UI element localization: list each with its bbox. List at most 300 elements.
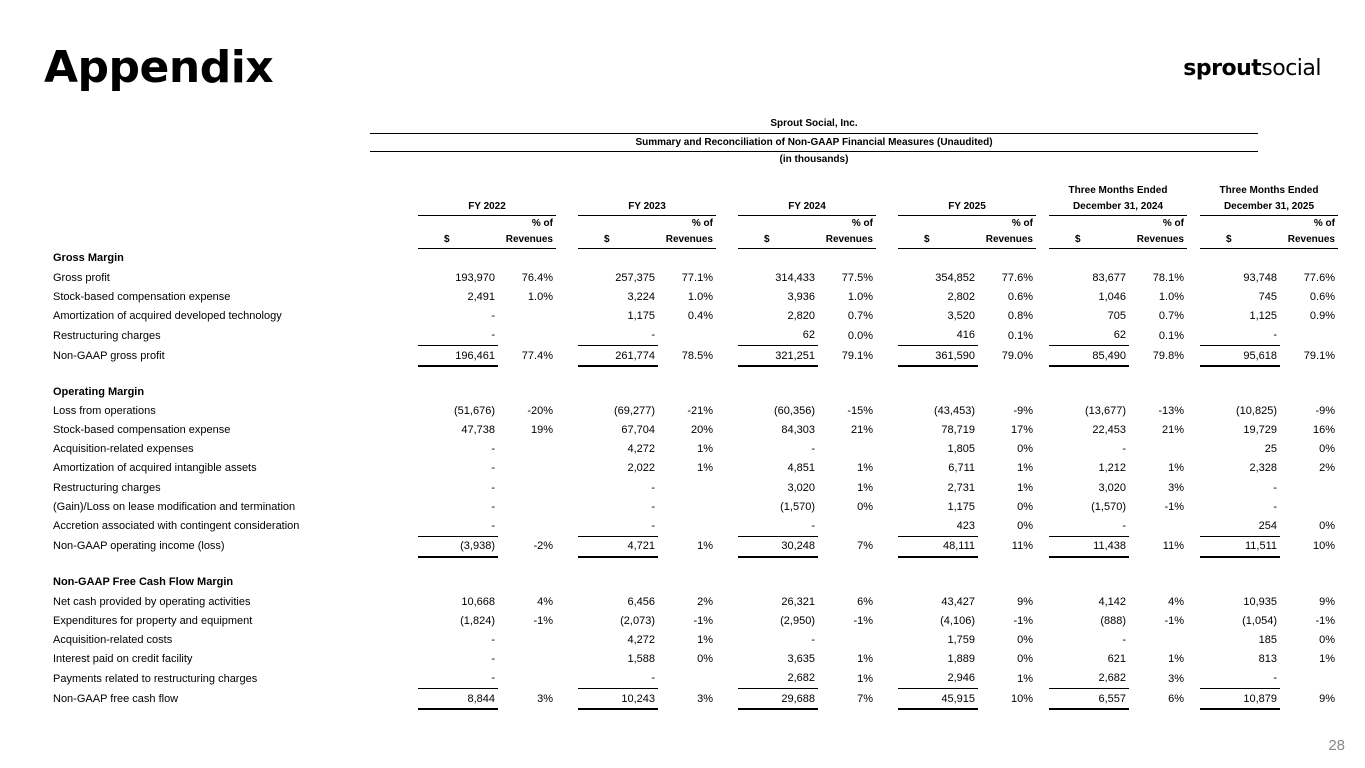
value-pct-revenue [1280, 326, 1338, 346]
spacer-cell [418, 183, 556, 199]
pct-header-line2: Revenues [1280, 232, 1338, 249]
spacer-cell [1187, 326, 1200, 346]
value-pct-revenue: 79.1% [841, 349, 873, 362]
value-pct-revenue: 3% [1168, 481, 1184, 494]
row-label: Amortization of acquired intangible assets [53, 462, 257, 475]
value-pct-revenue: 6% [1168, 692, 1184, 705]
spacer-cell [876, 199, 898, 216]
value-pct-revenue: 4% [537, 595, 553, 608]
value-dollars: (1,570) [1091, 500, 1126, 513]
table-row [48, 592, 1338, 611]
value-dollars: 19,729 [1243, 424, 1277, 437]
value-dollars: 4,272 [627, 443, 655, 456]
value-pct-revenue: 0% [857, 500, 873, 513]
sprout-social-logo [1183, 56, 1321, 81]
value-dollars: 62 [1113, 329, 1126, 342]
value-dollars: 10,668 [461, 595, 495, 608]
value-dollars: 2,022 [627, 462, 655, 475]
spacer-cell [1036, 478, 1049, 497]
pct-header-line1: % of [1313, 218, 1335, 229]
value-dollars: - [651, 329, 655, 342]
table-row [48, 401, 1338, 420]
dollar-header: $ [1049, 232, 1129, 249]
spacer-cell [1036, 421, 1049, 440]
spacer-cell [1036, 630, 1049, 649]
value-pct-revenue: 16% [1312, 424, 1335, 437]
value-pct-revenue: -9% [1315, 404, 1335, 417]
value-dollars: 3,936 [787, 290, 815, 303]
spacer-cell [556, 630, 578, 649]
spacer-cell [876, 497, 898, 516]
spacer-cell [716, 183, 738, 199]
spacer-cell [1187, 401, 1200, 420]
value-dollars: 6,711 [948, 462, 975, 475]
value-pct-revenue: -1% [693, 614, 713, 627]
spacer-cell [716, 345, 738, 366]
value-dollars: - [1273, 481, 1277, 494]
spacer-cell [1036, 326, 1049, 346]
value-pct-revenue: 10% [1010, 692, 1033, 705]
value-dollars: 95,618 [1200, 345, 1280, 366]
spacer-cell [898, 216, 978, 233]
table-row [48, 516, 1338, 536]
value-dollars: 4,272 [627, 633, 655, 646]
value-pct-revenue: -15% [847, 404, 873, 417]
value-dollars: - [651, 481, 655, 494]
value-dollars: 62 [802, 329, 815, 342]
spacer-cell [48, 216, 418, 233]
row-label: Non-GAAP free cash flow [53, 692, 179, 705]
spacer-cell [1187, 611, 1200, 630]
value-pct-revenue [498, 326, 556, 346]
value-pct-revenue: 0.4% [687, 310, 713, 323]
row-label: Gross profit [53, 271, 110, 284]
value-dollars: - [651, 672, 655, 685]
spacer-cell [1036, 440, 1049, 459]
spacer-cell [556, 669, 578, 689]
value-pct-revenue: 2% [1319, 462, 1335, 475]
spacer-cell [716, 307, 738, 326]
spacer-cell [876, 536, 898, 557]
value-pct-revenue: 0% [1017, 500, 1033, 513]
pct-header-line2: Revenues [658, 232, 716, 249]
value-dollars: 2,946 [947, 672, 975, 685]
row-label: Restructuring charges [53, 481, 161, 494]
value-dollars: 354,852 [935, 271, 975, 284]
row-label: (Gain)/Loss on lease modification and termination [53, 500, 296, 513]
spacer-cell [716, 232, 738, 249]
value-dollars: 8,844 [418, 688, 498, 709]
spacer-cell [876, 268, 898, 287]
value-dollars: 314,433 [775, 271, 815, 284]
period-header: December 31, 2024 [1049, 199, 1187, 216]
value-dollars: 3,520 [947, 310, 975, 323]
header-row-periods [48, 199, 1338, 216]
dollar-header: $ [578, 232, 658, 249]
pct-header-line2: Revenues [818, 232, 876, 249]
spacer-cell [716, 478, 738, 497]
value-dollars: 261,774 [578, 345, 658, 366]
value-pct-revenue [818, 440, 876, 459]
spacer-cell [48, 557, 1338, 573]
row-label: Non-GAAP gross profit [53, 349, 165, 362]
report-rule-middle [370, 151, 1258, 152]
spacer-cell [716, 669, 738, 689]
spacer-cell [1187, 688, 1200, 709]
value-pct-revenue: 0.1% [1007, 329, 1033, 342]
spacer-cell [1187, 199, 1200, 216]
row-label: Stock-based compensation expense [53, 290, 231, 303]
spacer-cell [716, 326, 738, 346]
spacer-cell [1187, 650, 1200, 669]
value-dollars: 3,224 [627, 290, 655, 303]
value-pct-revenue [498, 478, 556, 497]
value-pct-revenue [498, 459, 556, 478]
spacer-cell [1036, 592, 1049, 611]
table-body [48, 183, 1338, 709]
value-dollars: (2,950) [780, 614, 815, 627]
value-pct-revenue [1129, 516, 1187, 536]
value-pct-revenue [658, 669, 716, 689]
value-pct-revenue: 19% [530, 424, 553, 437]
value-dollars: - [651, 500, 655, 513]
pct-header-line1: % of [531, 218, 553, 229]
section-spacer-row [48, 557, 1338, 573]
spacer-cell [1187, 459, 1200, 478]
value-pct-revenue: 21% [1161, 424, 1184, 437]
spacer-cell [556, 516, 578, 536]
spacer-cell [1187, 478, 1200, 497]
spacer-cell [1036, 650, 1049, 669]
spacer-cell [418, 216, 498, 233]
value-dollars: - [491, 653, 495, 666]
value-pct-revenue: -20% [527, 404, 553, 417]
value-pct-revenue: 0% [1319, 520, 1335, 533]
spacer-cell [716, 536, 738, 557]
spacer-cell [556, 536, 578, 557]
value-dollars: 2,682 [1098, 672, 1126, 685]
spacer-cell [418, 573, 1338, 592]
value-pct-revenue: 79.8% [1152, 349, 1184, 362]
value-pct-revenue: 79.0% [1001, 349, 1033, 362]
spacer-cell [1187, 232, 1200, 249]
spacer-cell [716, 497, 738, 516]
spacer-cell [876, 326, 898, 346]
value-dollars: 43,427 [941, 595, 975, 608]
value-pct-revenue [658, 516, 716, 536]
value-dollars: 423 [956, 520, 975, 533]
spacer-cell [1200, 216, 1280, 233]
value-pct-revenue: -9% [1013, 404, 1033, 417]
spacer-cell [876, 650, 898, 669]
value-pct-revenue: 79.1% [1303, 349, 1335, 362]
value-dollars: (1,824) [460, 614, 495, 627]
value-pct-revenue: 1% [1319, 653, 1335, 666]
value-dollars: - [811, 443, 815, 456]
value-dollars: 3,635 [787, 653, 815, 666]
value-dollars: (10,825) [1236, 404, 1277, 417]
value-pct-revenue [658, 326, 716, 346]
spacer-cell [876, 669, 898, 689]
value-pct-revenue: -1% [853, 614, 873, 627]
spacer-cell [1187, 497, 1200, 516]
spacer-cell [876, 345, 898, 366]
value-dollars: 84,303 [781, 424, 815, 437]
value-pct-revenue [1280, 669, 1338, 689]
value-dollars: - [1122, 633, 1126, 646]
spacer-cell [556, 497, 578, 516]
report-company: Sprout Social, Inc. [770, 118, 858, 129]
value-pct-revenue: 78.5% [681, 349, 713, 362]
header-row-three-months [48, 183, 1338, 199]
spacer-cell [1036, 232, 1049, 249]
value-pct-revenue: 1% [697, 462, 713, 475]
value-dollars: 361,590 [898, 345, 978, 366]
spacer-cell [1187, 287, 1200, 306]
value-pct-revenue: 1% [1168, 653, 1184, 666]
page-title: Appendix [44, 42, 274, 93]
value-pct-revenue: 7% [857, 692, 873, 705]
spacer-cell [556, 345, 578, 366]
spacer-cell [556, 611, 578, 630]
pct-header-line2: Revenues [1129, 232, 1187, 249]
pct-header-line1: % of [1162, 218, 1184, 229]
value-pct-revenue: 9% [1319, 595, 1335, 608]
value-pct-revenue: -1% [1164, 614, 1184, 627]
value-pct-revenue: 0.6% [1007, 290, 1033, 303]
section-title: Gross Margin [53, 252, 124, 265]
value-dollars: (13,677) [1085, 404, 1126, 417]
spacer-cell [556, 268, 578, 287]
value-pct-revenue: 0.6% [1309, 290, 1335, 303]
spacer-cell [556, 183, 578, 199]
table-row [48, 669, 1338, 689]
spacer-cell [1036, 459, 1049, 478]
value-pct-revenue: 0% [1017, 653, 1033, 666]
value-dollars: - [1273, 329, 1277, 342]
spacer-cell [1036, 216, 1049, 233]
value-dollars: 1,759 [947, 633, 975, 646]
value-pct-revenue: 20% [690, 424, 713, 437]
value-dollars: 6,456 [627, 595, 655, 608]
value-dollars: - [811, 633, 815, 646]
spacer-cell [556, 650, 578, 669]
header-row-units [48, 232, 1338, 249]
value-pct-revenue: 0.7% [1158, 310, 1184, 323]
spacer-cell [716, 459, 738, 478]
row-label: Payments related to restructuring charges [53, 672, 258, 685]
row-label: Net cash provided by operating activities [53, 595, 251, 608]
value-dollars: - [1122, 520, 1126, 533]
spacer-cell [876, 232, 898, 249]
value-pct-revenue: -1% [533, 614, 553, 627]
spacer-cell [876, 611, 898, 630]
table-row [48, 440, 1338, 459]
value-pct-revenue: 1% [1017, 481, 1033, 494]
row-label: Stock-based compensation expense [53, 424, 231, 437]
spacer-cell [716, 516, 738, 536]
section-title-row [48, 573, 1338, 592]
value-pct-revenue: 1% [857, 653, 873, 666]
row-label: Acquisition-related expenses [53, 443, 194, 456]
spacer-cell [1036, 516, 1049, 536]
dollar-header: $ [738, 232, 818, 249]
report-subtitle: Summary and Reconciliation of Non-GAAP Financial Measures (Unaudited) [635, 137, 993, 148]
value-pct-revenue: 11% [1162, 540, 1184, 553]
value-pct-revenue: 77.4% [521, 349, 553, 362]
spacer-cell [556, 199, 578, 216]
value-dollars: 30,248 [738, 536, 818, 557]
dollar-header: $ [898, 232, 978, 249]
value-dollars: (4,106) [940, 614, 975, 627]
value-dollars: (1,570) [780, 500, 815, 513]
value-dollars: 85,490 [1049, 345, 1129, 366]
spacer-cell [418, 249, 1338, 269]
value-dollars: - [491, 481, 495, 494]
dollar-header: $ [1200, 232, 1280, 249]
value-dollars: 621 [1107, 653, 1126, 666]
value-dollars: (888) [1100, 614, 1126, 627]
spacer-cell [1036, 401, 1049, 420]
value-pct-revenue: 0% [1319, 633, 1335, 646]
value-pct-revenue: 1% [697, 443, 713, 456]
pct-header-line1: % of [691, 218, 713, 229]
spacer-cell [1036, 287, 1049, 306]
spacer-cell [48, 199, 418, 216]
table-row [48, 478, 1338, 497]
value-pct-revenue: 1% [1017, 462, 1033, 475]
value-pct-revenue: -1% [1164, 500, 1184, 513]
value-dollars: - [1273, 672, 1277, 685]
value-pct-revenue: 76.4% [521, 271, 553, 284]
value-dollars: (1,054) [1242, 614, 1277, 627]
spacer-cell [1187, 268, 1200, 287]
page-number: 28 [1328, 737, 1345, 754]
spacer-cell [716, 630, 738, 649]
value-dollars: - [491, 462, 495, 475]
value-pct-revenue: 0% [1319, 443, 1335, 456]
spacer-cell [1187, 536, 1200, 557]
value-pct-revenue: 3% [1168, 672, 1184, 685]
value-dollars: 93,748 [1243, 271, 1277, 284]
spacer-cell [876, 421, 898, 440]
pct-header-line2: Revenues [498, 232, 556, 249]
spacer-cell [738, 183, 876, 199]
value-dollars: - [491, 310, 495, 323]
spacer-cell [1187, 630, 1200, 649]
value-dollars: - [491, 633, 495, 646]
value-pct-revenue: 0% [1017, 443, 1033, 456]
value-dollars: 48,111 [898, 536, 978, 557]
value-pct-revenue: 0.9% [1309, 310, 1335, 323]
value-dollars: - [491, 329, 495, 342]
spacer-cell [876, 478, 898, 497]
row-label: Non-GAAP operating income (loss) [53, 540, 225, 553]
spacer-cell [1187, 592, 1200, 611]
value-dollars: 10,243 [578, 688, 658, 709]
report-rule-top [370, 133, 1258, 134]
spacer-cell [876, 401, 898, 420]
spacer-cell [716, 268, 738, 287]
value-dollars: 3,020 [1098, 481, 1126, 494]
value-pct-revenue: -2% [533, 540, 553, 553]
value-pct-revenue: 0.1% [1158, 329, 1184, 342]
table-row [48, 650, 1338, 669]
report-units: (in thousands) [779, 154, 849, 165]
value-pct-revenue [498, 307, 556, 326]
spacer-cell [876, 592, 898, 611]
value-pct-revenue: 77.6% [1303, 271, 1335, 284]
value-pct-revenue: 10% [1312, 540, 1335, 553]
spacer-cell [716, 421, 738, 440]
value-pct-revenue: -1% [1315, 614, 1335, 627]
spacer-cell [418, 382, 1338, 401]
spacer-cell [876, 688, 898, 709]
three-months-ended-header: Three Months Ended [1068, 185, 1168, 196]
row-label: Acquisition-related costs [53, 633, 173, 646]
spacer-cell [556, 459, 578, 478]
value-dollars: 185 [1258, 633, 1277, 646]
non-gaap-reconciliation-table [48, 183, 1338, 710]
value-dollars: - [651, 520, 655, 533]
table-row [48, 497, 1338, 516]
value-dollars: 78,719 [941, 424, 975, 437]
value-dollars: 3,020 [787, 481, 815, 494]
value-dollars: 813 [1258, 653, 1277, 666]
value-dollars: - [491, 672, 495, 685]
logo-text-light: social [1261, 56, 1321, 81]
value-dollars: 1,588 [627, 653, 655, 666]
spacer-cell [556, 688, 578, 709]
spacer-cell [1187, 345, 1200, 366]
spacer-cell [876, 440, 898, 459]
value-pct-revenue: 1% [857, 672, 873, 685]
row-label: Loss from operations [53, 404, 156, 417]
value-pct-revenue: 17% [1010, 424, 1033, 437]
value-pct-revenue: 3% [537, 692, 553, 705]
value-pct-revenue: 1.0% [847, 290, 873, 303]
table-row [48, 268, 1338, 287]
value-dollars: 47,738 [461, 424, 495, 437]
spacer-cell [738, 216, 818, 233]
section-title: Non-GAAP Free Cash Flow Margin [53, 576, 234, 589]
value-dollars: 1,125 [1249, 310, 1277, 323]
value-pct-revenue: 1% [1017, 672, 1033, 685]
value-dollars: 4,851 [787, 462, 815, 475]
section-title-row [48, 382, 1338, 401]
value-dollars: (60,356) [774, 404, 815, 417]
spacer-cell [1036, 669, 1049, 689]
value-dollars: 1,212 [1098, 462, 1126, 475]
value-pct-revenue: 1.0% [1158, 290, 1184, 303]
spacer-cell [556, 307, 578, 326]
spacer-cell [716, 611, 738, 630]
value-dollars: 416 [956, 329, 975, 342]
value-dollars: - [1273, 500, 1277, 513]
value-dollars: 1,046 [1098, 290, 1126, 303]
value-dollars: - [811, 520, 815, 533]
value-dollars: 2,802 [947, 290, 975, 303]
spacer-cell [556, 401, 578, 420]
spacer-cell [876, 287, 898, 306]
total-row [48, 345, 1338, 366]
spacer-cell [1036, 688, 1049, 709]
spacer-cell [556, 216, 578, 233]
value-dollars: 2,491 [467, 290, 495, 303]
value-pct-revenue [1129, 630, 1187, 649]
pct-header-line1: % of [1011, 218, 1033, 229]
spacer-cell [1036, 345, 1049, 366]
